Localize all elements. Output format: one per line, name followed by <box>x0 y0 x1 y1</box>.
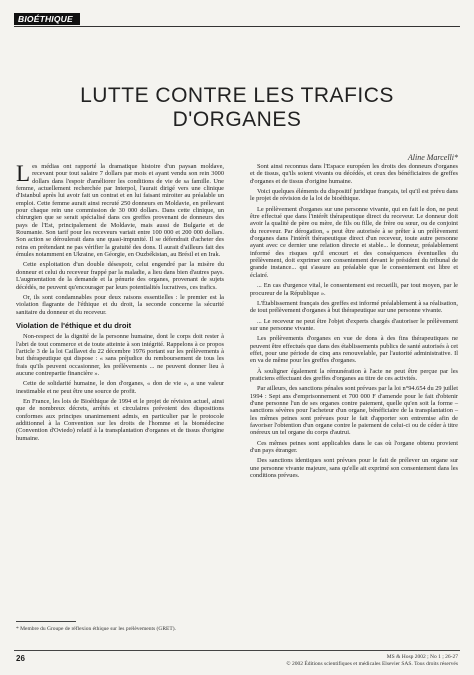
left-paragraph-1 <box>16 163 224 258</box>
section-heading: Violation de l'éthique et du droit <box>16 320 132 330</box>
footer-rule <box>14 650 460 651</box>
footnote-rule <box>16 621 76 622</box>
header-rule <box>14 26 460 27</box>
left-column <box>16 163 224 445</box>
page-number: 26 <box>16 654 25 663</box>
footnote: * Membre du Groupe de réflexion éthique sur les prélèvements (GRET). <box>16 626 176 632</box>
left-paragraph-4: Non-respect de la dignité de la personne humaine, dont le corps doit rester à l'abri de tout commerce et de toute atteinte à son intégrité. Rappelons à ce propos l'article 3 de la loi Caillavet du 22 décembre 1976 portant sur les prélèvements à but thérapeutique qui dispose : « sans préjudice du remboursement de tous les frais qu'ils peuvent occasionner, les prélèvements ... ne peuvent donner lieu à aucune contrepartie financière ». <box>16 333 224 377</box>
left-paragraph-5: Cette de solidarité humaine, le don d'organes, « don de vie », a une valeur inestimable et ne peut être une source de profit. <box>16 380 224 395</box>
author-name: Aline Marcelli* <box>407 153 458 162</box>
drop-cap: L <box>16 161 31 186</box>
section-tag: BIOÉTHIQUE <box>14 13 80 25</box>
journal-citation-line2: © 2002 Éditions scientifiques et médicales Elsevier SAS. Tous droits réservés <box>286 660 458 667</box>
right-paragraph-6: ... Le receveur ne peut être l'objet d'experts chargés d'autoriser le prélèvement sur une personne vivante. <box>250 317 458 332</box>
right-paragraph-7: Les prélèvements d'organes en vue de dons à des fins thérapeutiques ne peuvent être effectués que dans des établissements publics de santé autorisés à cet effet, pour une période de cinq ans renouvelable, par l'autorité administrative. Il en va de même pour les greffes d'organes. <box>250 335 458 365</box>
right-column <box>250 163 458 482</box>
right-paragraph-1: Sont ainsi reconnus dans l'Espace européen les droits des donneurs d'organes et de tissus, qu'ils soient vivants ou décédés, et ceux des bénéficiaires de greffes d'organes et de tissus d'origine humaine. <box>250 163 458 185</box>
right-paragraph-5: L'Établissement français des greffes est informé préalablement à sa réalisation, de tout prélèvement d'organes à but thérapeutique sur une personne vivante. <box>250 299 458 315</box>
right-paragraph-4: ... En cas d'urgence vital, le consentement est recueilli, par tout moyen, par le procureur de la République ». <box>250 282 458 297</box>
article-title-line1: LUTTE CONTRE LES TRAFICS <box>80 84 394 107</box>
right-paragraph-10: Ces mêmes peines sont applicables dans le cas où l'organe obtenu provient d'un pays étranger. <box>250 439 458 455</box>
right-paragraph-8: À souligner également la rémunération à l'acte ne peut être perçue par les praticiens effectuant des greffes d'organes au titre de ces activités. <box>250 367 458 382</box>
left-paragraph-1-text: es médias ont rapporté la dramatique histoire d'un paysan moldave, recevant pour tout salaire 7 dollars par mois et ayant vendu son rein 3000 dollars dans l'espoir d'améliorer les conditions de vie de sa famille. Une femme, actuellement recherchée par Interpol, l'aurait dirigé vers une clinique d'Istanbul après lui avoir fait un contrat et en lui faisant miroiter au préalable un emploi. Cette femme aurait ainsi recruté 250 donneurs en Moldavie, en prélevant pour chaque rein une commission de 30 000 dollars. Dans cette clinique, un chirurgien que se serait spécialisé dans ces greffes provenant de donneurs des pays de l'Est, principalement de Moldavie, mais aussi de Bulgarie et de Roumanie. Son tarif pour les receveurs variait entre 100 000 et 200 000 dollars. Son action se déroulerait dans une quasi-impunité. Il se défendrait d'acheter des reins en prétendant ne pas vérifier la gratuité des dons. Il aurait d'ailleurs fait des émules notamment en Ukraine, en Géorgie, en Ouzbékistan, au Brésil et en Irak. <box>16 163 224 259</box>
right-paragraph-11: Des sanctions identiques sont prévues pour le fait de prélever un organe sur une personne vivante majeure, sans qu'elle ait exprimé son consentement dans les conditions prévues. <box>250 457 458 480</box>
left-paragraph-3: Or, ils sont condamnables pour deux raisons essentielles : le premier est la violation flagrante de l'éthique et du droit, la seconde concerne la sécurité sanitaire du donneur et du receveur. <box>16 293 224 316</box>
right-paragraph-3: Le prélèvement d'organes sur une personne vivante, qui en fait le don, ne peut être effectué que dans l'intérêt thérapeutique direct du receveur. Le donneur doit avoir la qualité de père ou mère, de fils ou fille, de frère ou sœur, ou de conjoint du receveur. Par dérogation, « peut être autorisée à se prêter à un prélèvement d'organes dans l'intérêt thérapeutique direct d'un receveur, toute autre personne ayant avec ce dernier une relation directe et stable... le donneur, préalablement informé des risques qu'il encourt et des conséquences éventuelles du prélèvement, doit exprimer son consentement devant le président du tribunal de grande instance... qui s'assure au préalable que le consentement est libre et éclairé. <box>250 205 458 279</box>
left-paragraph-2: Cette exploitation d'un double désespoir, celui engendré par la misère du donneur et celui du receveur frappé par la maladie, a lieu dans bien d'autres pays. L'augmentation de la demande et la pénurie des organes, provenant de sujets décédés, ne peuvent qu'encourager par leurs potentialités lucratives, ces trafics. <box>16 261 224 291</box>
right-paragraph-2: Voici quelques éléments du dispositif juridique français, tel qu'il est prévu dans le projet de révision de la loi de bioéthique. <box>250 188 458 203</box>
left-paragraph-6: En France, les lois de Bioéthique de 1994 et le projet de révision actuel, ainsi que de nombreux décrets, arrêtés et circulaires prévoient des dispositions conformes aux principes unanimement admis, en particulier par le protocole additionnel à la Convention sur les droits de l'homme et la biomédecine (Convention d'Oviedo) relatif à la transplantation d'organes et de tissus d'origine humaine. <box>16 397 224 442</box>
article-title-line2: D'ORGANES <box>172 108 302 131</box>
journal-citation-line1: MS & Hosp 2002 ; No 1 ; 26-27 <box>386 654 458 660</box>
journal-citation <box>238 654 458 667</box>
right-paragraph-9: Par ailleurs, des sanctions pénales sont prévues par la loi n°94.654 du 29 juillet 1994 : Sept ans d'emprisonnement et 700 000 F d'amende pour le fait d'obtenir d'une personne l'un de ses organes contre paiement, quelle qu'en soit la forme – sanctions sévères pour l'acheteur d'un organe, bénéficiaire de la transplantation – les mêmes peines sont prévues pour le fait d'apporter son entremise afin de favoriser l'obtention d'un organe contre le paiement de celui-ci ou de céder à titre onéreux un tel organe du corps d'autrui. <box>250 385 458 437</box>
